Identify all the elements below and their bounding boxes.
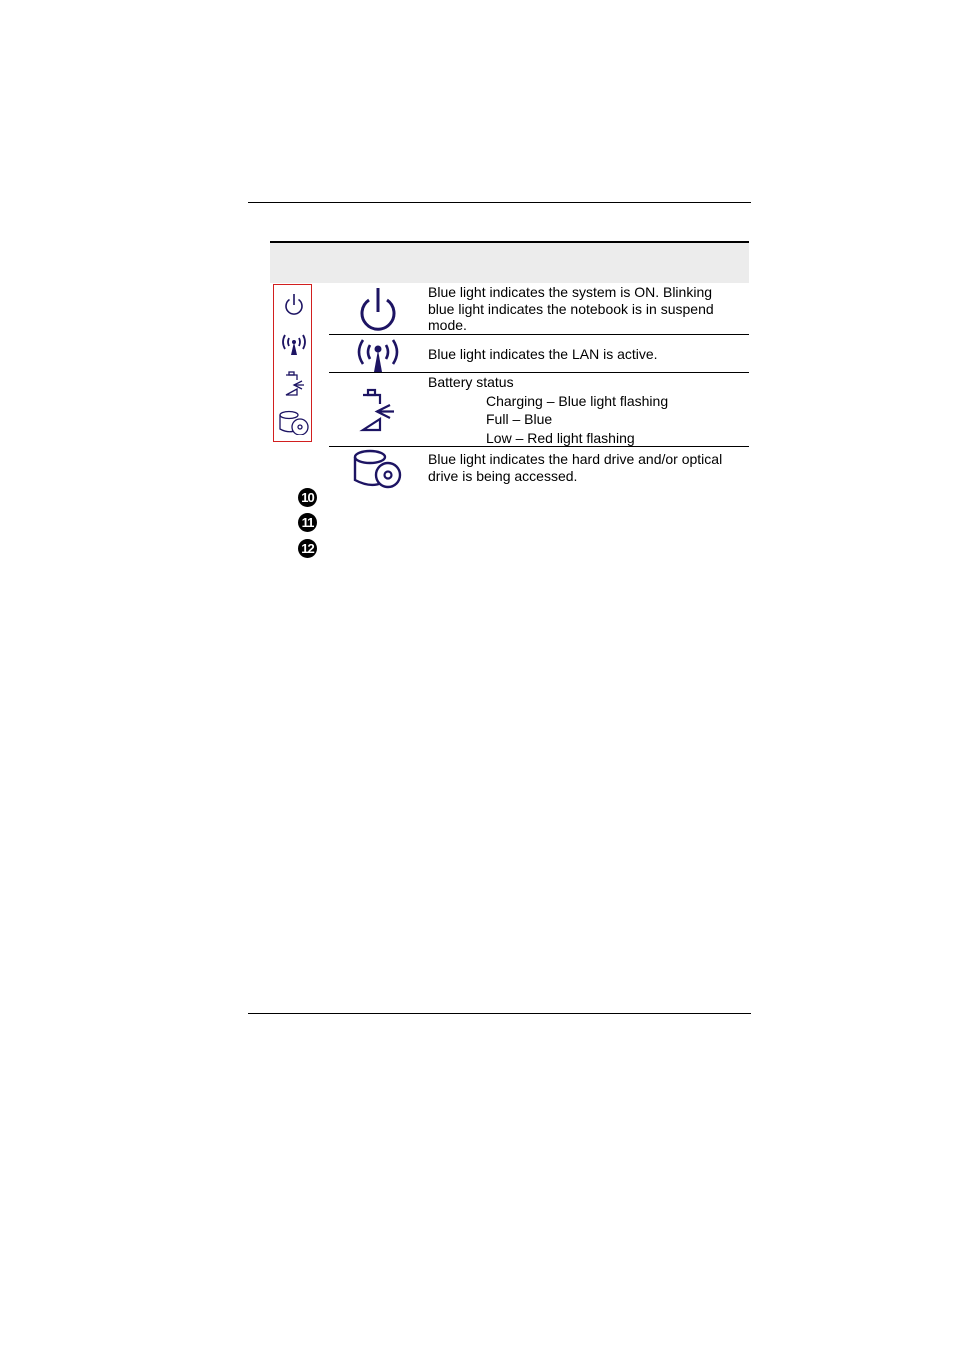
top-rule	[248, 202, 751, 203]
lan-description: Blue light indicates the LAN is active.	[428, 346, 658, 362]
battery-state-low: Low – Red light flashing	[486, 430, 635, 446]
battery-icon	[350, 388, 406, 439]
battery-state-full: Full – Blue	[486, 411, 553, 427]
callout-10: 10	[298, 488, 317, 507]
hard-drive-optical-icon	[350, 448, 406, 495]
led-indicator-strip	[273, 284, 312, 442]
wireless-lan-icon	[274, 331, 313, 357]
wireless-lan-icon	[350, 336, 406, 377]
power-icon	[350, 286, 406, 339]
table-header	[270, 241, 749, 283]
power-icon	[274, 292, 313, 318]
battery-title: Battery status	[428, 374, 514, 390]
battery-icon	[274, 370, 313, 398]
power-description: Blue light indicates the system is ON. Blinking blue light indicates the notebook is in suspend mode.	[428, 284, 714, 334]
hard-drive-optical-icon	[274, 409, 313, 435]
disk-description: Blue light indicates the hard drive and/or optical drive is being accessed.	[428, 451, 723, 484]
bottom-rule	[248, 1013, 751, 1014]
battery-state-charging: Charging – Blue light flashing	[486, 393, 669, 409]
callout-12: 12	[298, 539, 317, 558]
callout-11: 11	[298, 513, 317, 532]
